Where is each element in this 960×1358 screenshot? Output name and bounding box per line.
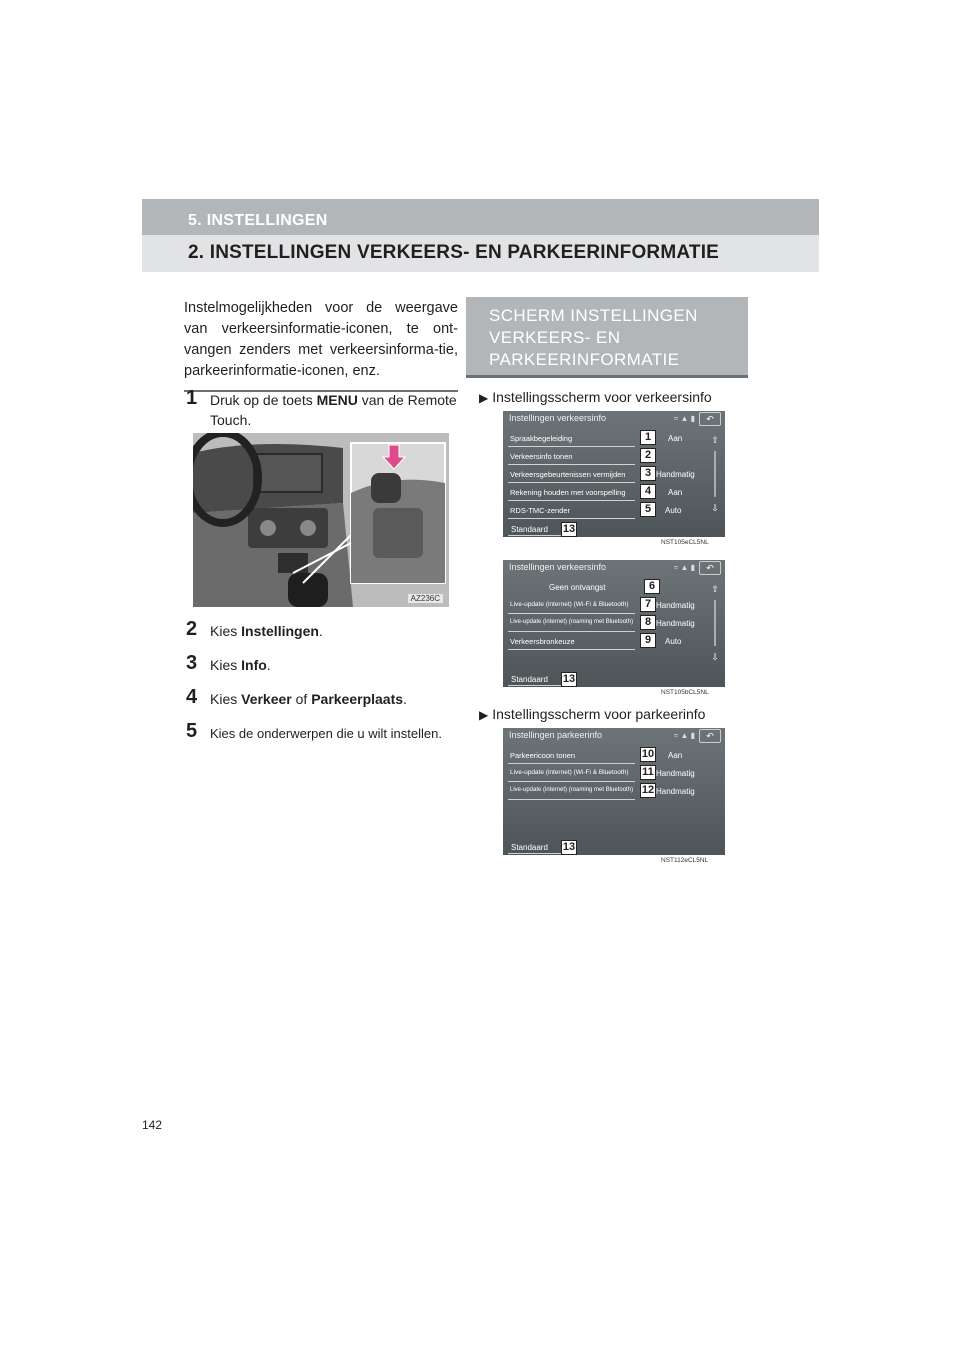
callout-badge: 11 bbox=[640, 765, 656, 780]
subheading-text: Instellingsscherm voor verkeersinfo bbox=[492, 389, 712, 405]
triangle-icon: ▶ bbox=[479, 708, 489, 722]
back-icon[interactable]: ↶ bbox=[699, 412, 721, 426]
step-3 bbox=[186, 652, 464, 675]
remote-touch-illustration bbox=[193, 433, 449, 607]
step-number: 1 bbox=[186, 387, 198, 409]
row-value: Handmatig bbox=[656, 769, 695, 778]
row-label: Spraakbegeleiding bbox=[510, 434, 573, 443]
row-label: Parkeericoon tonen bbox=[510, 751, 576, 760]
signal-icon: ≈ ▲ ▮ bbox=[673, 731, 695, 740]
row-value: Handmatig bbox=[656, 787, 695, 796]
step-text: . bbox=[403, 691, 407, 707]
step-text: of bbox=[291, 691, 312, 707]
step-text: van de Remote Touch. bbox=[210, 392, 457, 428]
back-icon[interactable]: ↶ bbox=[699, 729, 721, 743]
subheading-traffic bbox=[479, 389, 712, 405]
chapter-header-bar bbox=[142, 199, 819, 235]
row-label: Verkeersinfo tonen bbox=[510, 452, 573, 461]
row-label: Live-update (internet) (Wi-Fi & Bluetooth) bbox=[510, 769, 629, 776]
parking-settings-screen bbox=[503, 728, 725, 855]
row-label: Rekening houden met voorspelling bbox=[510, 488, 626, 497]
traffic-settings-screen-2 bbox=[503, 560, 725, 687]
step-4 bbox=[186, 686, 464, 709]
step-bold: MENU bbox=[316, 392, 358, 408]
dashboard-photo bbox=[193, 433, 449, 607]
signal-icon: ≈ ▲ ▮ bbox=[673, 414, 695, 423]
page-number: 142 bbox=[142, 1118, 163, 1132]
section-header-bar bbox=[142, 235, 819, 272]
subheading-text: Instellingsscherm voor parkeerinfo bbox=[492, 706, 706, 722]
step-text: Kies bbox=[210, 657, 242, 673]
step-bold: Instellingen bbox=[241, 623, 319, 639]
screen-title: Instellingen parkeerinfo bbox=[509, 730, 603, 740]
row-label: Verkeersbronkeuze bbox=[510, 637, 575, 646]
screen-title: Instellingen verkeersinfo bbox=[509, 562, 607, 572]
chapter-title: 5. INSTELLINGEN bbox=[188, 212, 328, 229]
step-text: Kies bbox=[210, 691, 242, 707]
scroll-down-icon[interactable]: ⇩ bbox=[711, 652, 719, 662]
scroll-up-icon[interactable]: ⇧ bbox=[711, 584, 719, 594]
callout-badge: 7 bbox=[640, 597, 656, 612]
step-text: Kies de onderwerpen die u wilt instellen. bbox=[210, 726, 442, 741]
callout-badge: 10 bbox=[641, 748, 655, 760]
figure-code: NST112eCL5NL bbox=[661, 857, 709, 864]
step-bold: Info bbox=[241, 657, 267, 673]
figure-code: AZ236C bbox=[408, 594, 443, 603]
back-icon[interactable]: ↶ bbox=[699, 561, 721, 575]
callout-badge: 12 bbox=[641, 784, 655, 796]
figure-code: NST105bCL5NL bbox=[661, 689, 709, 696]
step-list-continued bbox=[186, 618, 464, 758]
callout-badge: 13 bbox=[562, 673, 576, 685]
standard-button[interactable]: Standaard bbox=[511, 675, 548, 684]
scroll-up-icon[interactable]: ⇧ bbox=[711, 435, 719, 445]
reception-status: Geen ontvangst bbox=[549, 583, 606, 592]
row-label: Live-update (internet) (roaming met Bluetooth) bbox=[510, 619, 634, 625]
scroll-down-icon[interactable]: ⇩ bbox=[711, 503, 719, 513]
callout-badge: 9 bbox=[640, 633, 656, 648]
subheading-parking bbox=[479, 706, 705, 722]
step-text: Kies bbox=[210, 623, 242, 639]
row-label: RDS-TMC-zender bbox=[510, 506, 571, 515]
standard-button[interactable]: Standaard bbox=[511, 843, 548, 852]
row-value: Aan bbox=[668, 751, 683, 760]
row-value: Handmatig bbox=[656, 619, 695, 628]
row-label: Verkeersgebeurtenissen vermijden bbox=[510, 470, 626, 479]
step-text: . bbox=[266, 657, 271, 673]
row-value: Auto bbox=[665, 637, 682, 646]
row-label: Live-update (internet) (roaming met Bluetooth) bbox=[510, 787, 634, 793]
row-value: Aan bbox=[668, 434, 683, 443]
callout-badge: 13 bbox=[562, 523, 576, 535]
callout-badge: 4 bbox=[640, 484, 656, 499]
signal-icon: ≈ ▲ ▮ bbox=[673, 563, 695, 572]
standard-button[interactable]: Standaard bbox=[511, 525, 548, 534]
traffic-settings-screen-1 bbox=[503, 411, 725, 537]
row-value: Handmatig bbox=[656, 470, 695, 479]
step-text: . bbox=[318, 623, 323, 639]
callout-badge: 1 bbox=[640, 430, 656, 445]
step-number: 2 bbox=[186, 618, 198, 640]
step-5 bbox=[186, 720, 464, 744]
step-number: 5 bbox=[186, 720, 198, 742]
step-number: 3 bbox=[186, 652, 198, 674]
row-value: Aan bbox=[668, 488, 683, 497]
step-2 bbox=[186, 618, 464, 641]
callout-badge: 2 bbox=[640, 448, 656, 463]
step-bold: Verkeer bbox=[241, 691, 292, 707]
section-heading-box bbox=[466, 297, 748, 378]
callout-badge: 3 bbox=[640, 466, 656, 481]
section-title: 2. INSTELLINGEN VERKEERS- EN PARKEERINFORMATIE bbox=[188, 242, 720, 263]
step-bold: Parkeerplaats bbox=[311, 691, 404, 707]
screen-title: Instellingen verkeersinfo bbox=[509, 413, 607, 423]
figure-code: NST105eCL5NL bbox=[661, 539, 709, 546]
row-label: Live-update (internet) (Wi-Fi & Bluetooth) bbox=[510, 601, 629, 608]
step-1 bbox=[186, 387, 464, 430]
step-number: 4 bbox=[186, 686, 198, 708]
triangle-icon: ▶ bbox=[479, 391, 489, 405]
callout-badge: 5 bbox=[640, 502, 656, 517]
callout-badge: 6 bbox=[644, 579, 660, 594]
callout-badge: 8 bbox=[640, 615, 656, 630]
section-heading: SCHERM INSTELLINGEN VERKEERS- EN PARKEERINFORMATIE bbox=[489, 306, 698, 369]
callout-badge: 13 bbox=[562, 841, 576, 853]
step-text: Druk op de toets bbox=[210, 392, 317, 408]
intro-paragraph: Instelmogelijkheden voor de weergave van verkeersinformatie-iconen, te ont-vangen zenders met verkeersinforma-tie, parkeerinformatie-iconen, enz. bbox=[184, 298, 458, 392]
row-value: Auto bbox=[665, 506, 682, 515]
row-value: Handmatig bbox=[656, 601, 695, 610]
